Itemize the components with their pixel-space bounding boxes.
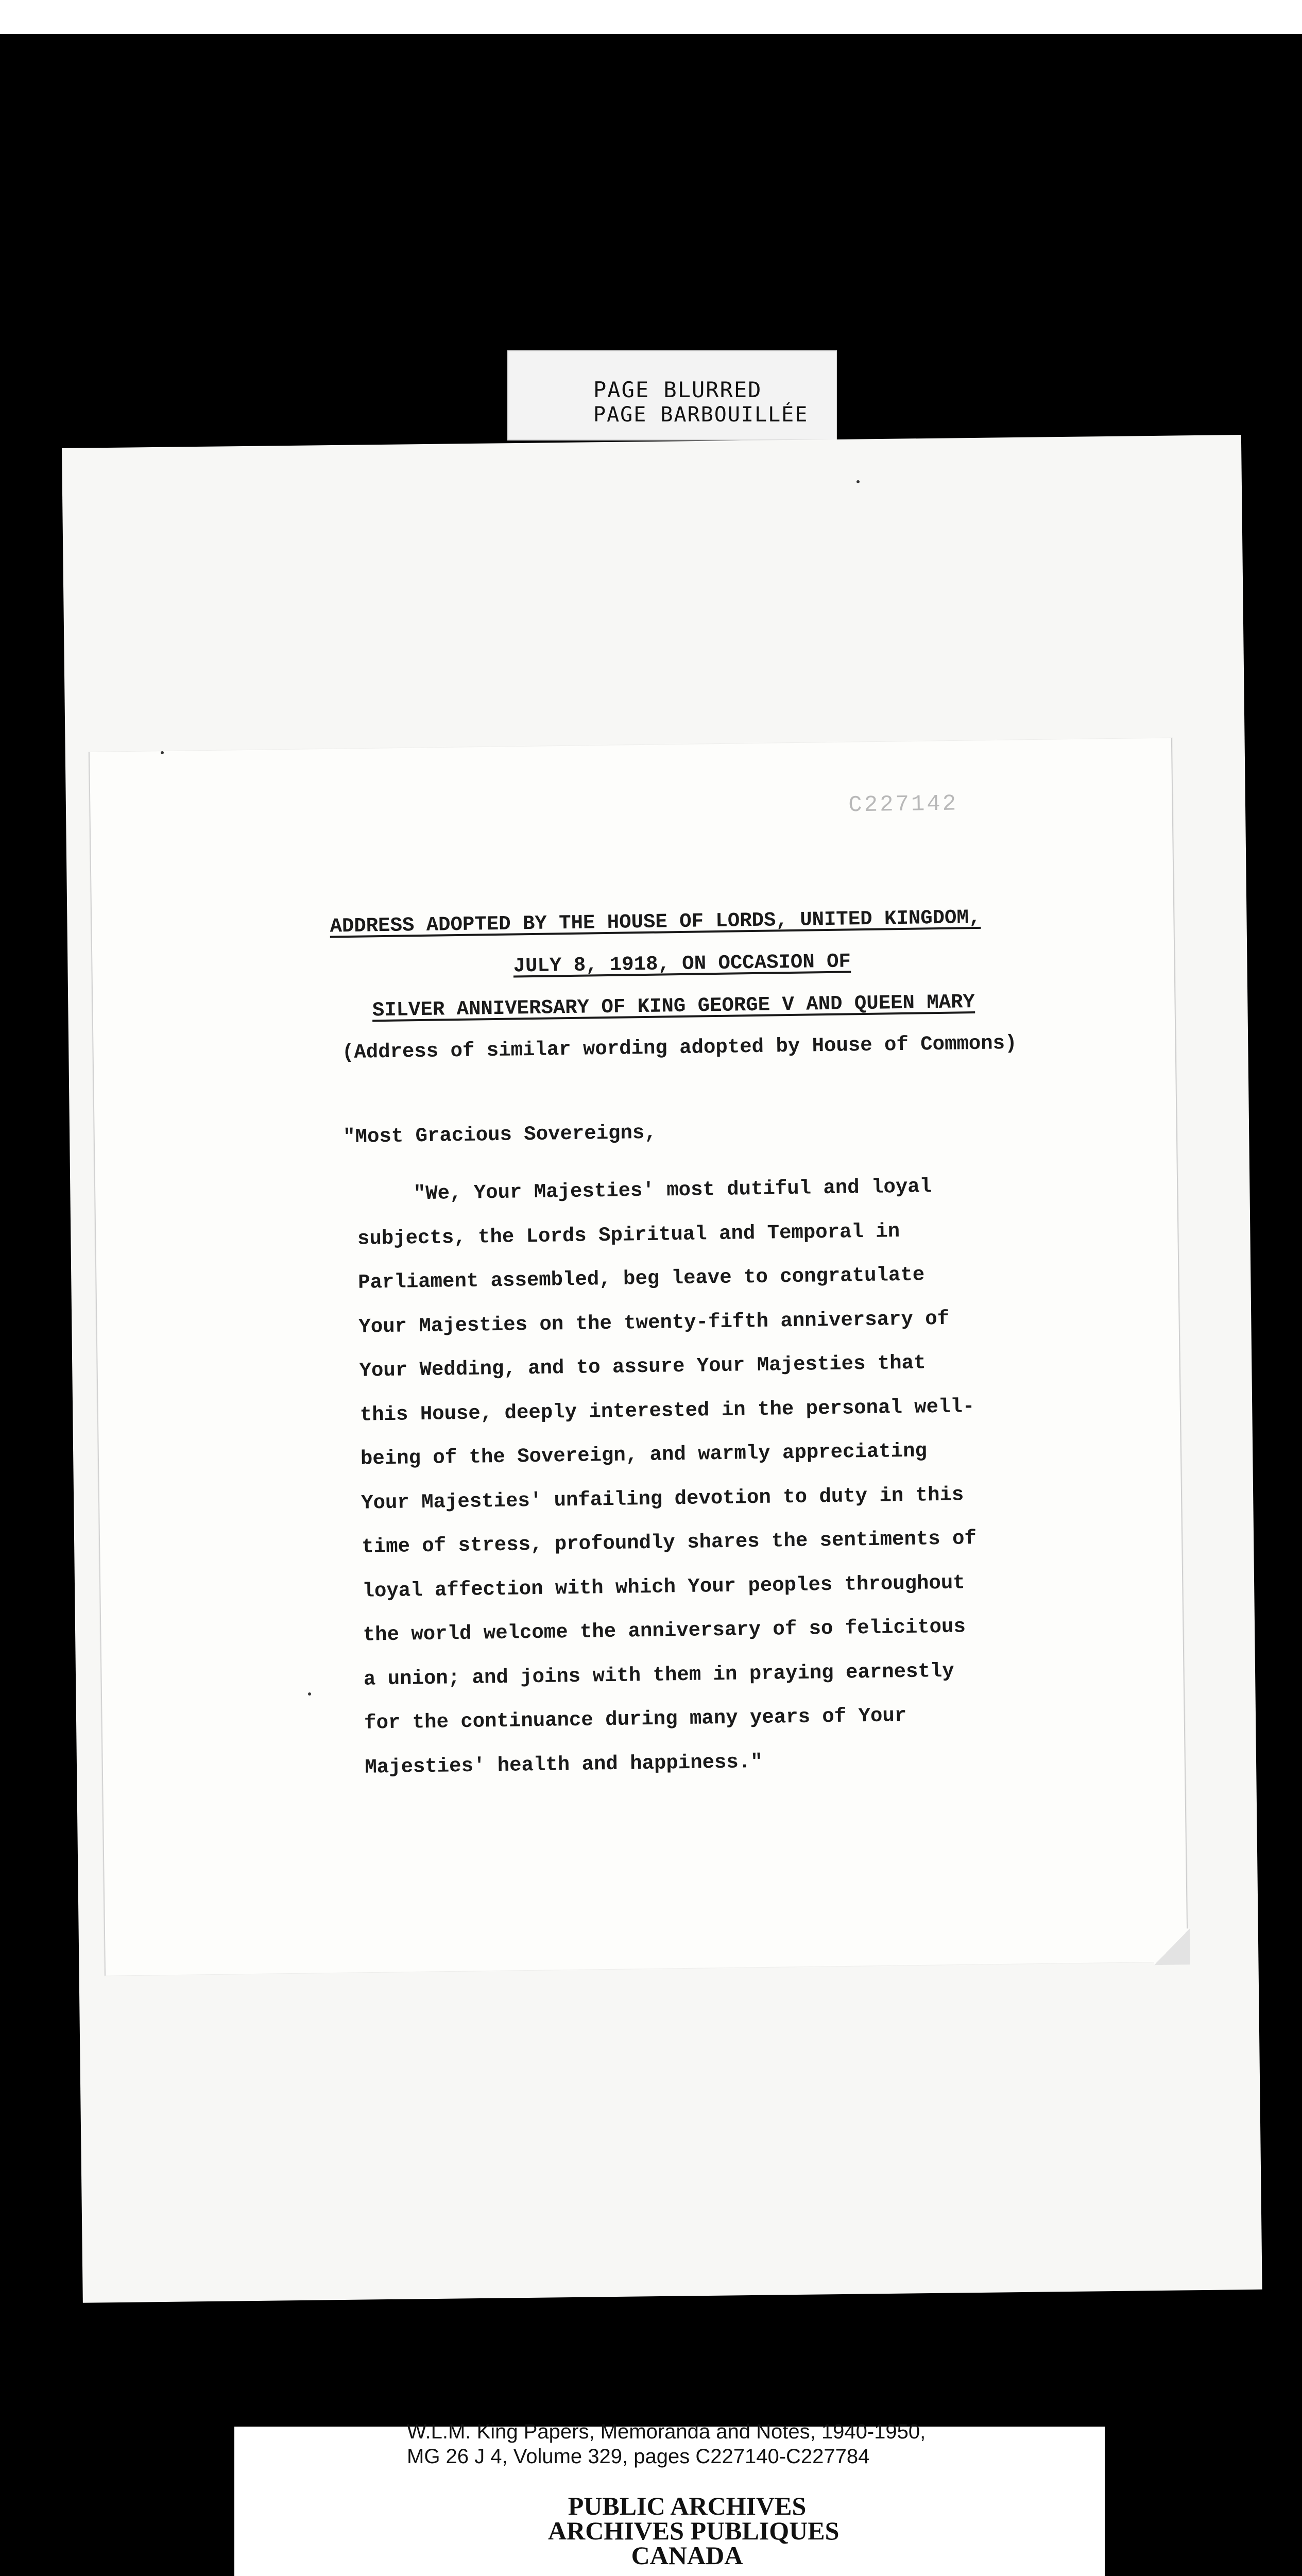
document-subtitle: (Address of similar wording adopted by House of Commons) <box>341 1031 1017 1064</box>
document-stamp-number: C227142 <box>848 791 958 819</box>
archive-reference-line-1: W.L.M. King Papers, Memoranda and Notes, 1940-1950, <box>407 2420 926 2443</box>
body-line: Your Wedding, and to assure Your Majesties that <box>359 1351 926 1382</box>
heading-line-2: JULY 8, 1918, ON OCCASION OF <box>513 950 851 978</box>
body-line: being of the Sovereign, and warmly appreciating <box>360 1439 928 1470</box>
dust-speck <box>856 480 860 483</box>
archive-name-english: PUBLIC ARCHIVES <box>568 2492 807 2520</box>
body-line: Your Majesties' unfailing devotion to duty in this <box>361 1483 964 1515</box>
body-line: subjects, the Lords Spiritual and Temporal in <box>357 1219 900 1250</box>
archive-reference-line-2: MG 26 J 4, Volume 329, pages C227140-C227784 <box>407 2445 870 2468</box>
body-line: Parliament assembled, beg leave to congratulate <box>357 1263 925 1294</box>
archive-name-french: ARCHIVES PUBLIQUES <box>548 2516 840 2545</box>
body-line: the world welcome the anniversary of so felicitous <box>363 1615 966 1647</box>
page-blurred-tag <box>507 350 837 440</box>
body-line: for the continuance during many years of Your <box>364 1704 907 1735</box>
document-body <box>356 1162 1156 1789</box>
body-line: Your Majesties on the twenty-fifth anniversary of <box>358 1307 950 1338</box>
typed-document-text <box>237 791 1156 1791</box>
dust-speck <box>161 751 164 754</box>
page-blurred-english: PAGE BLURRED <box>593 377 762 402</box>
dust-speck <box>308 1692 311 1696</box>
archive-name-country: CANADA <box>631 2541 743 2570</box>
body-line: this House, deeply interested in the personal well- <box>359 1395 975 1427</box>
body-line: a union; and joins with them in praying earnestly <box>363 1659 954 1691</box>
body-line: "We, Your Majesties' most dutiful and loyal <box>413 1175 932 1206</box>
heading-line-3: SILVER ANNIVERSARY OF KING GEORGE V AND QUEEN MARY <box>372 991 975 1022</box>
body-line: Majesties' health and happiness." <box>365 1750 763 1779</box>
body-line: loyal affection with which Your peoples throughout <box>362 1571 965 1603</box>
folded-corner <box>1154 1928 1190 1965</box>
document-salutation: "Most Gracious Sovereigns, <box>342 1121 657 1149</box>
body-line: time of stress, profoundly shares the sentiments of <box>362 1527 977 1558</box>
heading-line-1: ADDRESS ADOPTED BY THE HOUSE OF LORDS, UNITED KINGDOM, <box>330 906 981 938</box>
page-blurred-french: PAGE BARBOUILLÉE <box>593 403 809 427</box>
